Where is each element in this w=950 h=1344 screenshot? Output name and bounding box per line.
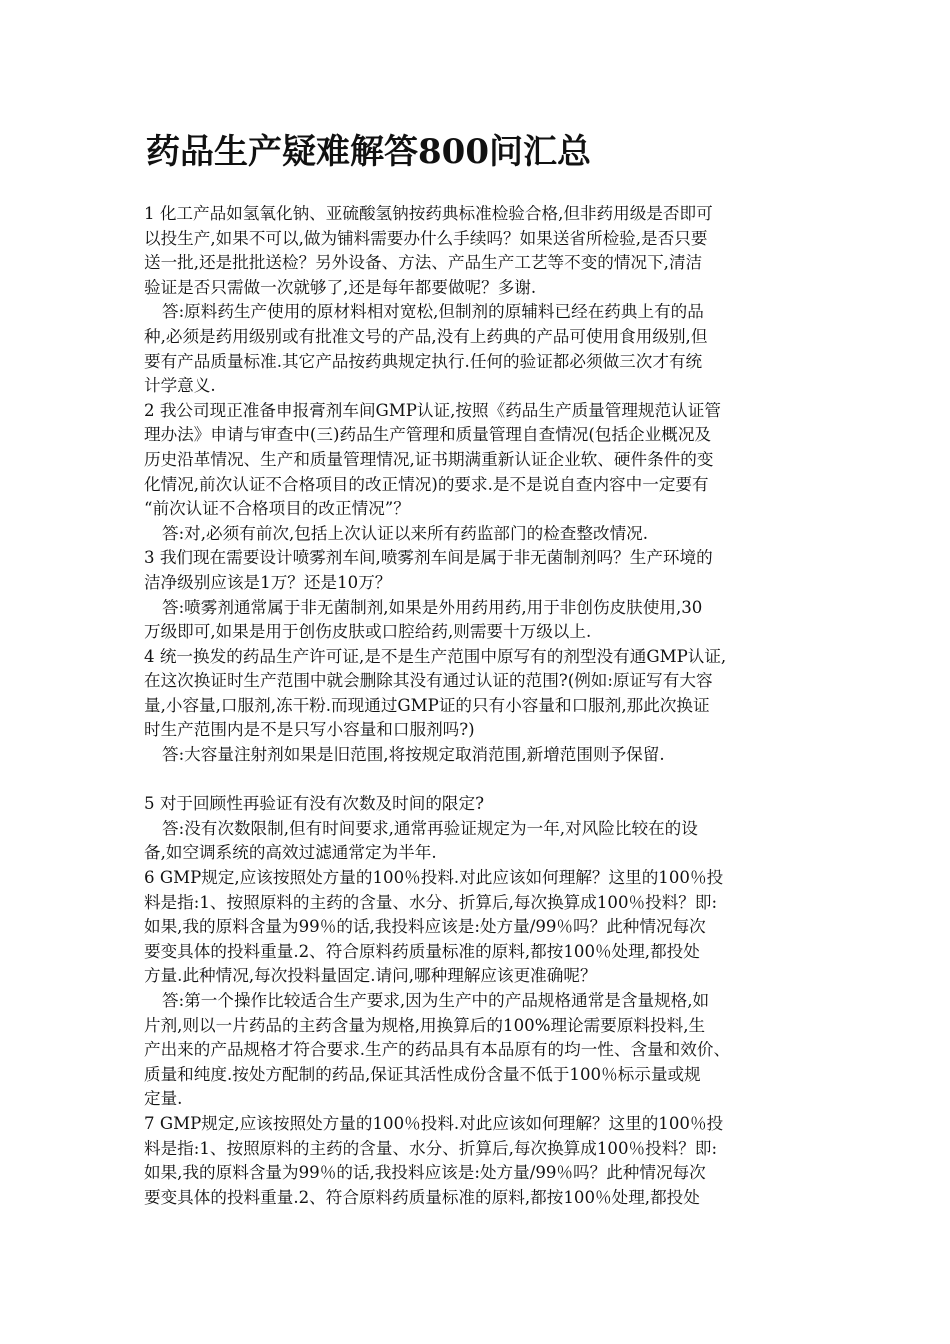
text-line: 送一批,还是批批送检？另外设备、方法、产品生产工艺等不变的情况下,清洁 xyxy=(144,253,703,273)
text-line: 万级即可,如果是用于创伤皮肤或口腔给药,则需要十万级以上. xyxy=(144,622,592,642)
answer-line: 答:对,必须有前次,包括上次认证以来所有药监部门的检查整改情况. xyxy=(162,523,649,543)
text-line: 如果,我的原料含量为99％的话,我投料应该是:处方量/99％吗？此种情况每次 xyxy=(144,1163,706,1183)
text-line: 4 统一换发的药品生产许可证,是不是生产范围中原写有的剂型没有通GMP认证, xyxy=(144,646,727,666)
text-line: 洁净级别应该是1万？还是10万？ xyxy=(144,572,392,592)
text-line: 要变具体的投料重量.2、符合原料药质量标准的原料,都按100％处理,都投处 xyxy=(144,941,700,961)
text-line: 产出来的产品规格才符合要求.生产的药品具有本品原有的均一性、含量和效价、 xyxy=(144,1040,731,1060)
answer-line: 答:第一个操作比较适合生产要求,因为生产中的产品规格通常是含量规格,如 xyxy=(162,991,710,1010)
answer-line: 答:大容量注射剂如果是旧范围,将按规定取消范围,新增范围则予保留. xyxy=(162,745,665,765)
text-line: 料是指:1、按照原料的主药的含量、水分、折算后,每次换算成100％投料？即: xyxy=(144,1138,718,1158)
text-line: 时生产范围内是不是只写小容量和口服剂吗?) xyxy=(144,720,475,740)
text-line: 在这次换证时生产范围中就会删除其没有通过认证的范围?(例如:原证写有大容 xyxy=(144,671,713,691)
text-line: 验证是否只需做一次就够了,还是每年都要做呢？多谢. xyxy=(144,277,537,297)
answer-line: 答:喷雾剂通常属于非无菌制剂,如果是外用药用药,用于非创伤皮肤使用,30 xyxy=(162,597,703,617)
text-line: 历史沿革情况、生产和质量管理情况,证书期满重新认证企业软、硬件条件的变 xyxy=(144,449,714,469)
text-line: 种,必须是药用级别或有批准文号的产品,没有上药典的产品可使用食用级别,但 xyxy=(144,326,708,346)
text-line: 以投生产,如果不可以,做为铺料需要办什么手续吗？如果送省所检验,是否只要 xyxy=(144,228,708,248)
text-line: 2 我公司现正准备申报膏剂车间GMP认证,按照《药品生产质量管理规范认证管 xyxy=(144,400,721,420)
text-line: 3 我们现在需要设计喷雾剂车间,喷雾剂车间是属于非无菌制剂吗？生产环境的 xyxy=(144,548,713,568)
text-line: 1 化工产品如氢氧化钠、亚硫酸氢钠按药典标准检验合格,但非药用级是否即可 xyxy=(144,204,713,223)
text-line: 要有产品质量标准.其它产品按药典规定执行.任何的验证都必须做三次才有统 xyxy=(144,351,703,371)
answer-line: 答:原料药生产使用的原材料相对宽松,但制剂的原辅料已经在药典上有的品 xyxy=(162,302,704,322)
document-body xyxy=(144,202,820,1210)
text-line: 7 GMP规定,应该按照处方量的100％投料.对此应该如何理解？这里的100％投 xyxy=(144,1113,724,1133)
text-line: 6 GMP规定,应该按照处方量的100％投料.对此应该如何理解？这里的100％投 xyxy=(144,868,724,888)
text-line: 方量.此种情况,每次投料量固定.请问,哪种理解应该更准确呢？ xyxy=(144,966,597,986)
text-line: 片剂,则以一片药品的主药含量为规格,用换算后的100%理论需要原料投料,生 xyxy=(144,1015,706,1035)
text-line: 备,如空调系统的高效过滤通常定为半年. xyxy=(144,843,437,863)
text-line: 理办法》申请与审查中(三)药品生产管理和质量管理自查情况(包括企业概况及 xyxy=(144,425,712,445)
document-title: 药品生产疑难解答800问汇总 xyxy=(146,132,591,172)
text-line: 要变具体的投料重量.2、符合原料药质量标准的原料,都按100％处理,都投处 xyxy=(144,1187,700,1207)
text-line: 计学意义. xyxy=(144,376,216,396)
text-line: 如果,我的原料含量为99％的话,我投料应该是:处方量/99％吗？此种情况每次 xyxy=(144,917,706,937)
text-line: “前次认证不合格项目的改正情况”？ xyxy=(144,499,410,519)
text-line: 料是指:1、按照原料的主药的含量、水分、折算后,每次换算成100％投料？即: xyxy=(144,892,718,912)
answer-line: 答:没有次数限制,但有时间要求,通常再验证规定为一年,对风险比较在的设 xyxy=(162,818,698,838)
text-line: 定量. xyxy=(144,1089,183,1109)
text-line: 质量和纯度.按处方配制的药品,保证其活性成份含量不低于100％标示量或规 xyxy=(144,1064,701,1084)
text-line: 量,小容量,口服剂,冻干粉.而现通过GMP证的只有小容量和口服剂,那此次换证 xyxy=(144,695,710,715)
text-line: 化情况,前次认证不合格项目的改正情况)的要求.是不是说自查内容中一定要有 xyxy=(144,474,709,494)
text-line: 5 对于回顾性再验证有没有次数及时间的限定? xyxy=(144,794,485,814)
blank-line xyxy=(144,768,820,793)
